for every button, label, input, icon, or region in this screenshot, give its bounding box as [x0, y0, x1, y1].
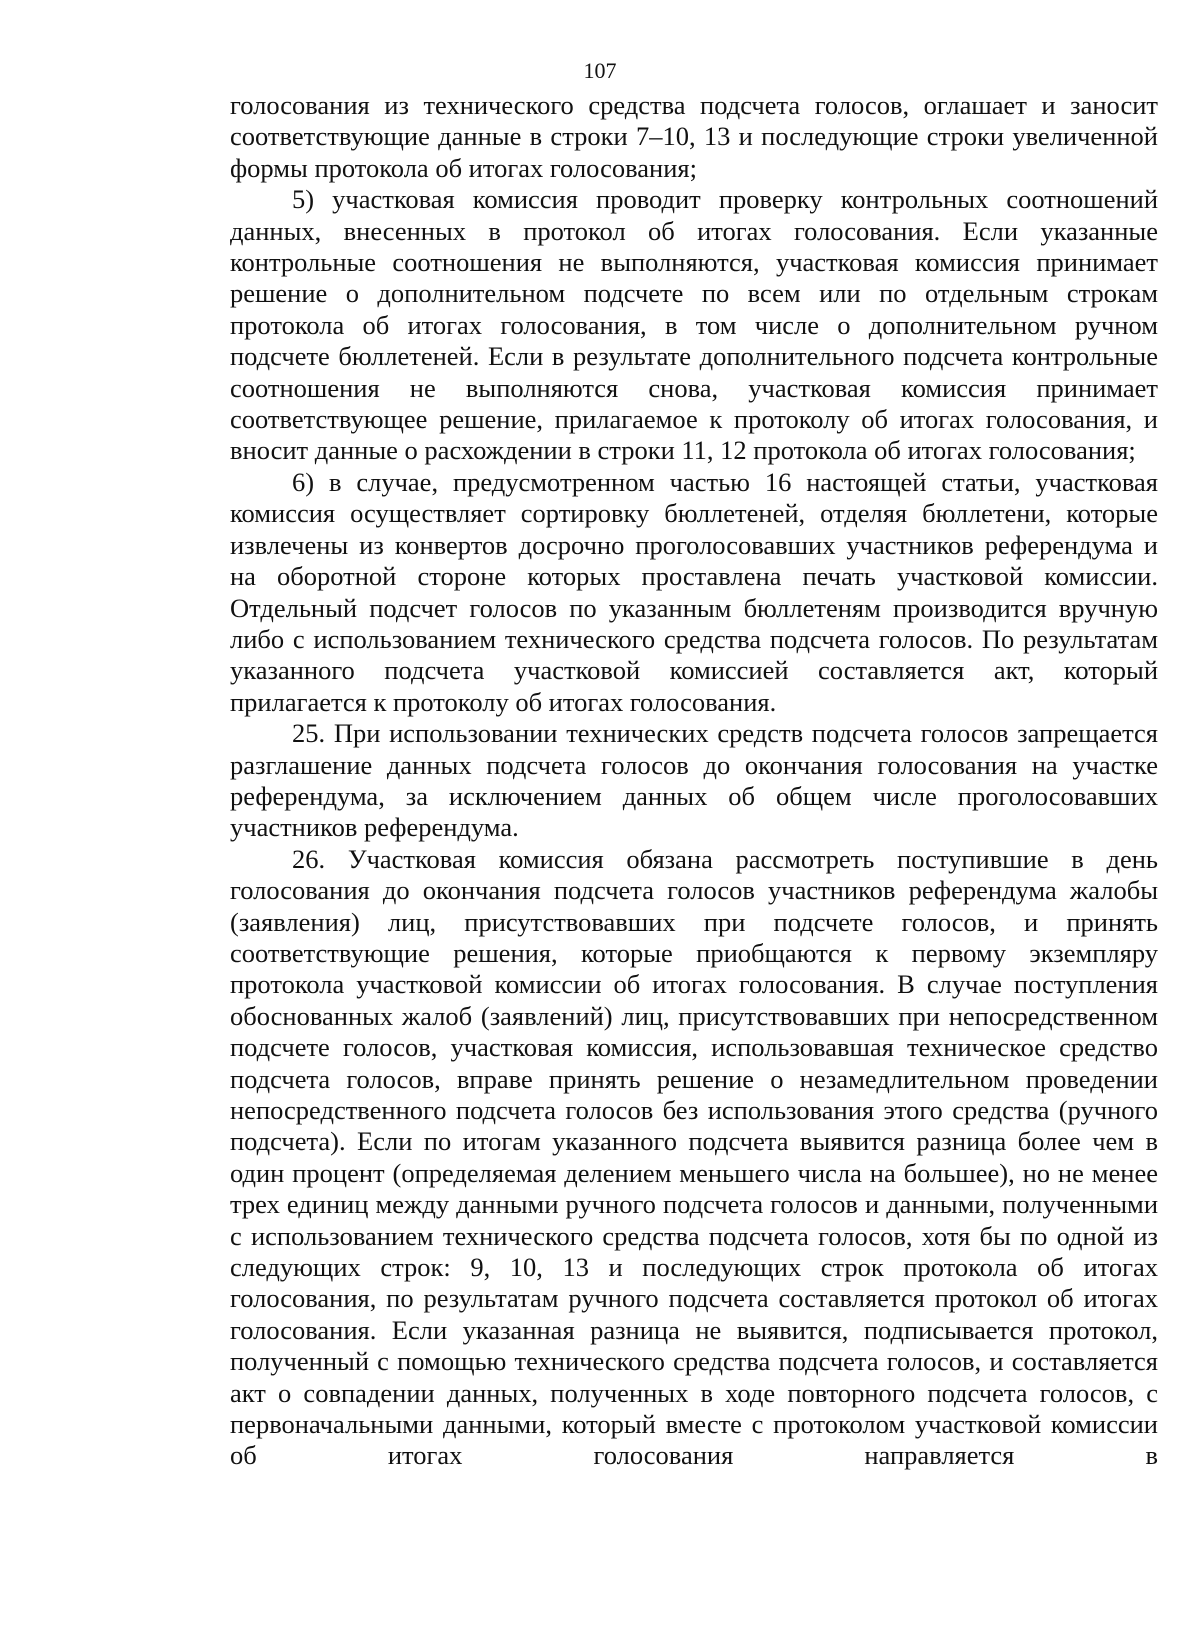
- paragraph-item-6: 6) в случае, предусмотренном частью 16 настоящей статьи, участковая комиссия осуществляет сортировку бюллетеней, отделяя бюллетени, которые извлечены из конвертов досрочно проголосовавших участников референдума и на оборотной стороне которых проставлена печать участковой комиссии. Отдельный подсчет голосов по указанным бюллетеням производится вручную либо с использованием технического средства подсчета голосов. По результатам указанного подсчета участковой комиссией составляется акт, который прилагается к протоколу об итогах голосования.: [230, 466, 1158, 717]
- paragraph-continuation: голосования из технического средства подсчета голосов, оглашает и заносит соответствующие данные в строки 7–10, 13 и последующие строки увеличенной формы протокола об итогах голосования;: [230, 90, 1158, 183]
- paragraph-section-26: 26. Участковая комиссия обязана рассмотреть поступившие в день голосования до окончания подсчета голосов участников референдума жалобы (заявления) лиц, присутствовавших при подсчете голосов, и принять соответствующие решения, которые приобщаются к первому экземпляру протокола участковой комиссии об итогах голосования. В случае поступления обоснованных жалоб (заявлений) лиц, присутствовавших при непосредственном подсчете голосов, участковая комиссия, использовавшая техническое средство подсчета голосов, вправе принять решение о незамедлительном проведении непосредственного подсчета голосов без использования этого средства (ручного подсчета). Если по итогам указанного подсчета выявится разница более чем в один процент (определяемая делением меньшего числа на большее), но не менее трех единиц между данными ручного подсчета голосов и данными, полученными с использованием технического средства подсчета голосов, хотя бы по одной из следующих строк: 9, 10, 13 и последующих строк протокола об итогах голосования, по результатам ручного подсчета составляется протокол об итогах голосования. Если указанная разница не выявится, подписывается протокол, полученный с помощью технического средства подсчета голосов, и составляется акт о совпадении данных, полученных в ходе повторного подсчета голосов, с первоначальными данными, который вместе с протоколом участковой комиссии об итогах голосования направляется в: [230, 843, 1158, 1471]
- paragraph-item-5: 5) участковая комиссия проводит проверку контрольных соотношений данных, внесенных в протокол об итогах голосования. Если указанные контрольные соотношения не выполняются, участковая комиссия принимает решение о дополнительном подсчете по всем или по отдельным строкам протокола об итогах голосования, в том числе о дополнительном ручном подсчете бюллетеней. Если в результате дополнительного подсчета контрольные соотношения не выполняются снова, участковая комиссия принимает соответствующее решение, прилагаемое к протоколу об итогах голосования, и вносит данные о расхождении в строки 11, 12 протокола об итогах голосования;: [230, 184, 1158, 466]
- page-number: 107: [583, 58, 617, 83]
- paragraph-section-25: 25. При использовании технических средств подсчета голосов запрещается разглашение данных подсчета голосов до окончания голосования на участке референдума, за исключением данных об общем числе проголосовавших участников референдума.: [230, 718, 1158, 843]
- document-body: [230, 90, 1158, 1472]
